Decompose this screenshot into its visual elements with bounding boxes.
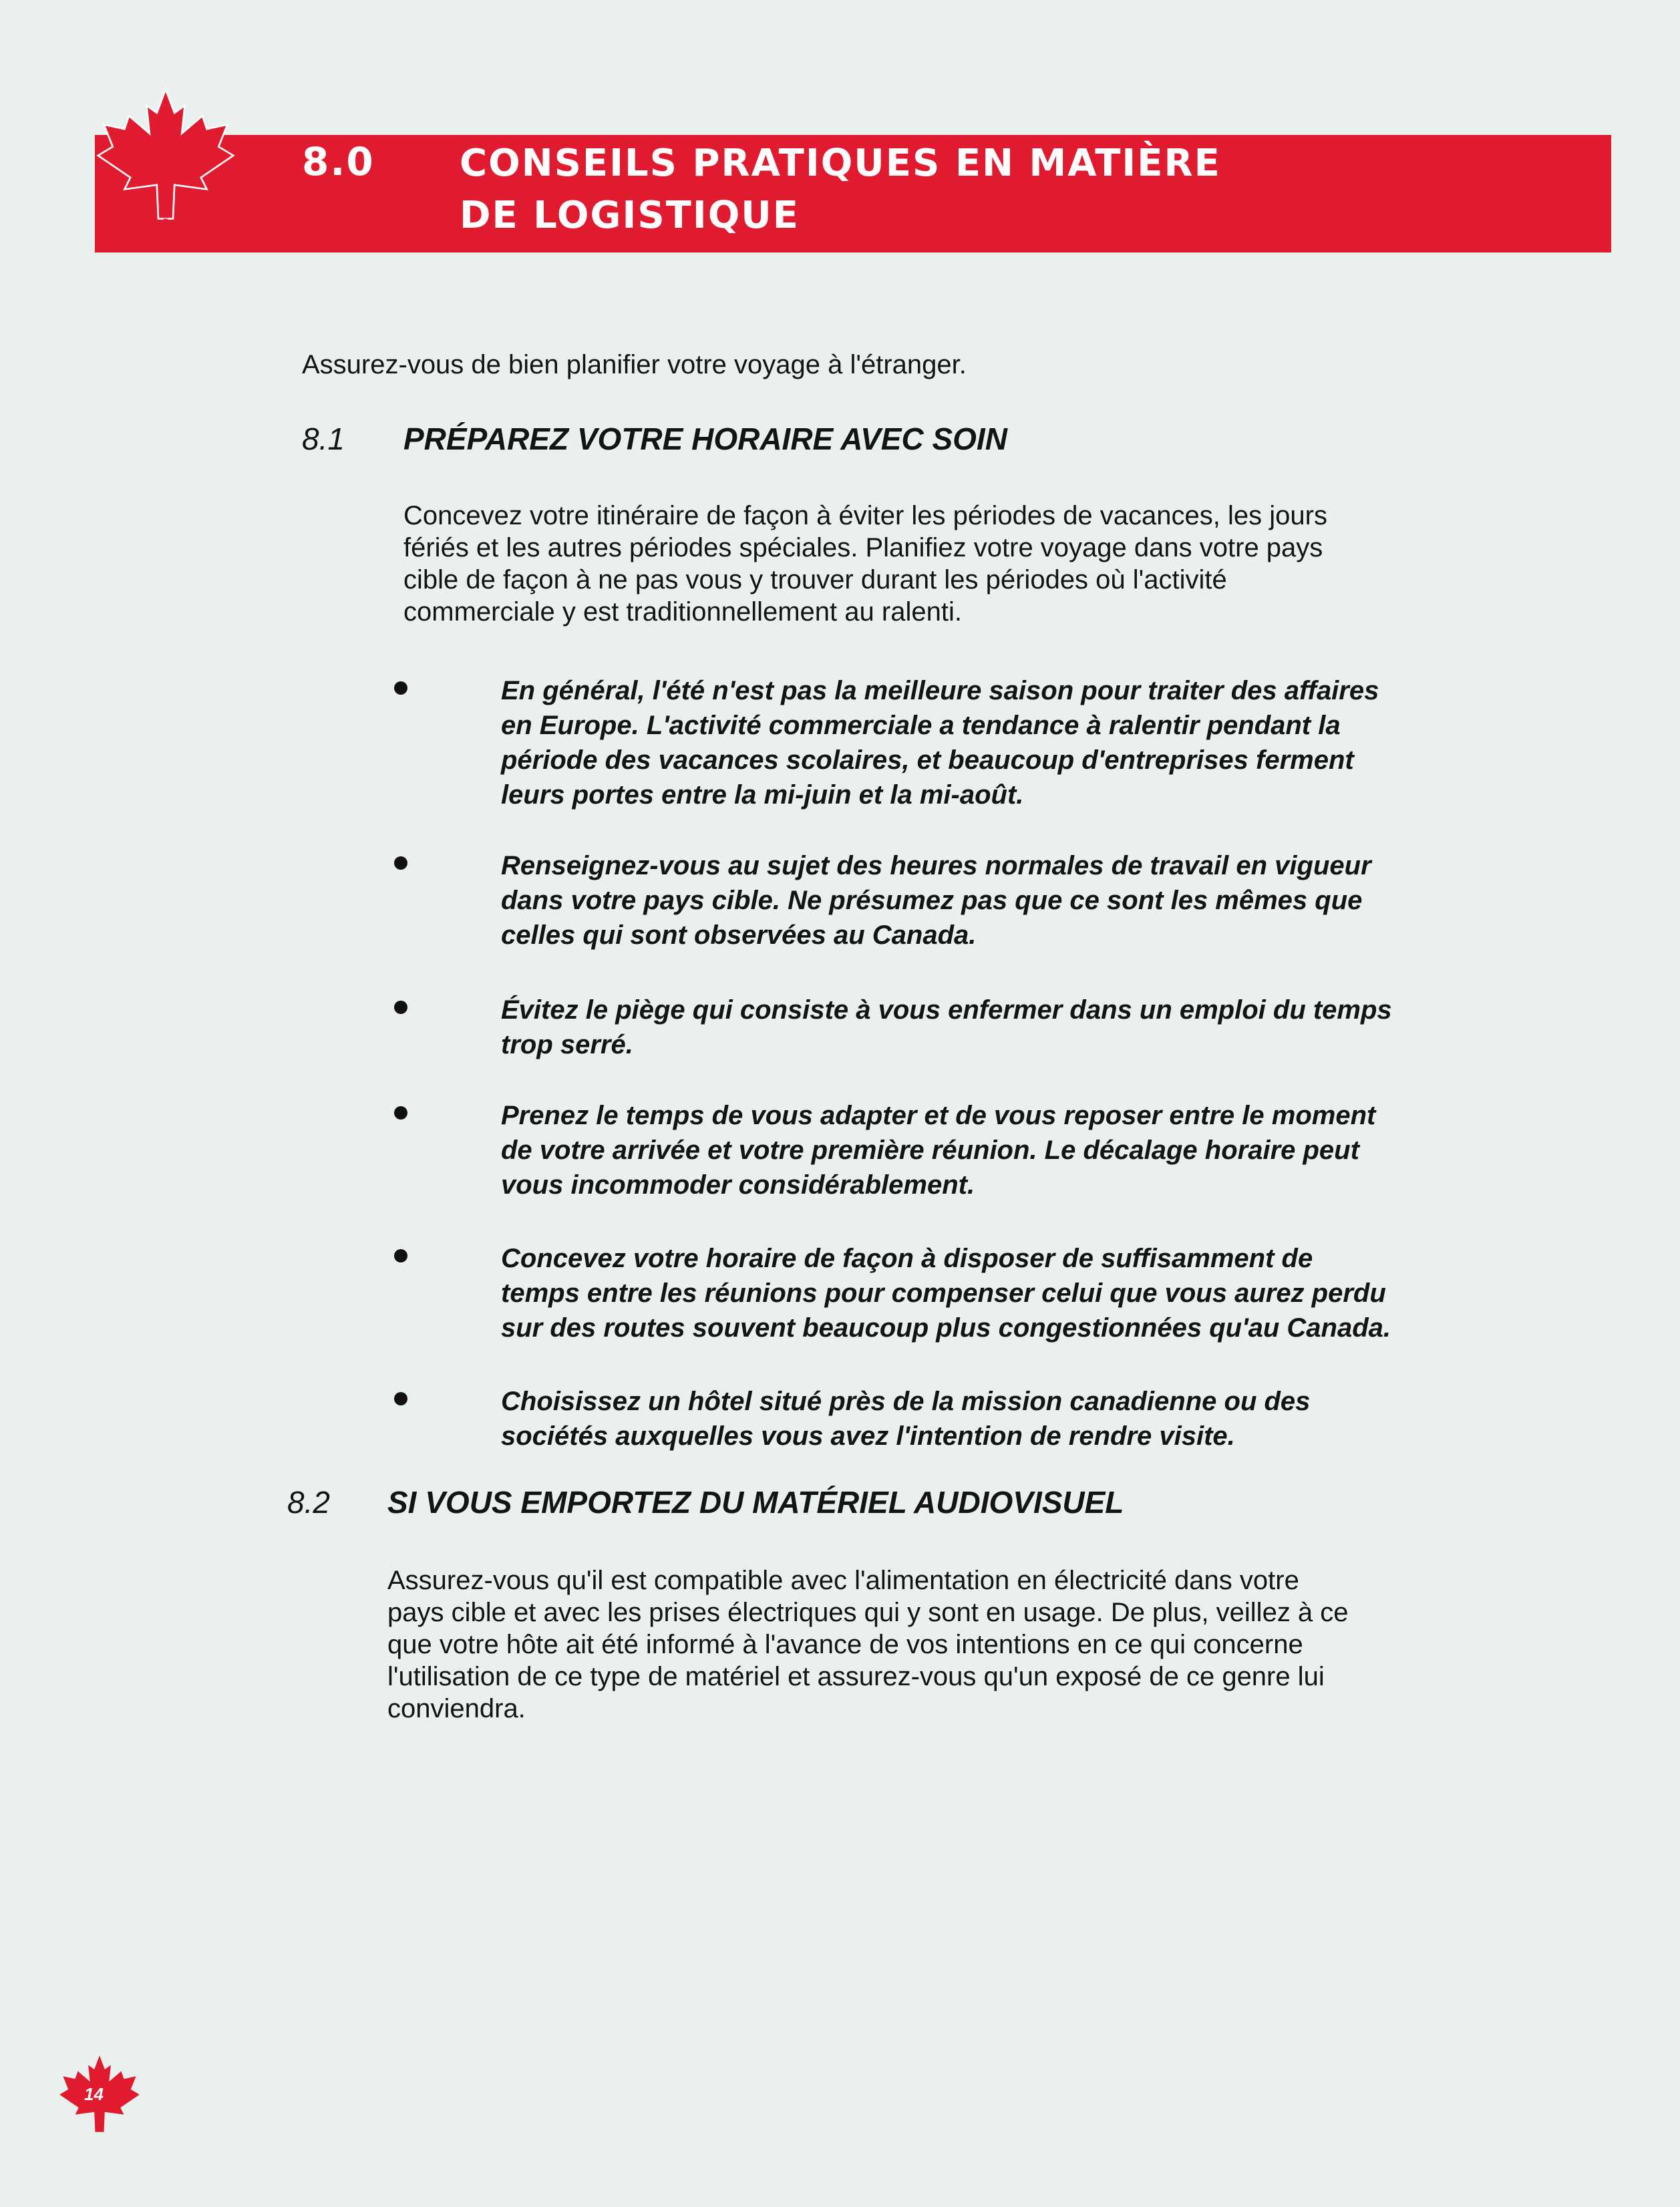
subsection-8-1-title: PRÉPAREZ VOTRE HORAIRE AVEC SOIN: [403, 421, 1007, 456]
bullet-line: période des vacances scolaires, et beaucoup d'entreprises ferment: [501, 745, 1354, 775]
bullet-line: temps entre les réunions pour compenser celui que vous aurez perdu: [501, 1279, 1386, 1308]
bullet-line: sociétés auxquelles vous avez l'intention de rendre visite.: [501, 1421, 1235, 1451]
bullet-icon: [394, 1392, 407, 1405]
bullet-text: [501, 1241, 1543, 1345]
bullet-icon: [394, 1001, 407, 1014]
paragraph-line: commerciale y est traditionnellement au ralenti.: [403, 597, 962, 627]
subsection-8-1-paragraph: [403, 500, 1539, 628]
intro-text: Assurez-vous de bien planifier votre voyage à l'étranger.: [302, 350, 967, 379]
bullet-text: [501, 1098, 1543, 1202]
paragraph-line: Assurez-vous qu'il est compatible avec l'alimentation en électricité dans votre: [387, 1566, 1299, 1595]
maple-leaf-icon: [92, 80, 239, 234]
section-title-line-2: DE LOGISTIQUE: [460, 194, 800, 237]
bullet-line: En général, l'été n'est pas la meilleure saison pour traiter des affaires: [501, 676, 1379, 705]
bullet-line: celles qui sont observées au Canada.: [501, 920, 977, 950]
page-number: 14: [84, 2084, 104, 2104]
paragraph-line: fériés et les autres périodes spéciales. Planifiez votre voyage dans votre pays: [403, 533, 1323, 562]
paragraph-line: pays cible et avec les prises électriques qui y sont en usage. De plus, veillez à ce: [387, 1598, 1349, 1627]
subsection-8-2-paragraph: [387, 1564, 1536, 1725]
bullet-line: trop serré.: [501, 1030, 633, 1059]
paragraph-line: cible de façon à ne pas vous y trouver durant les périodes où l'activité: [403, 565, 1227, 595]
paragraph-line: Concevez votre itinéraire de façon à éviter les périodes de vacances, les jours: [403, 501, 1327, 530]
bullet-line: vous incommoder considérablement.: [501, 1170, 975, 1200]
subsection-8-2-number: 8.2: [287, 1485, 330, 1520]
section-title-line-1: CONSEILS PRATIQUES EN MATIÈRE: [460, 142, 1221, 185]
bullet-text: [501, 1384, 1543, 1454]
paragraph-line: l'utilisation de ce type de matériel et assurez-vous qu'un exposé de ce genre lui: [387, 1662, 1325, 1691]
section-number: 8.0: [302, 139, 375, 184]
subsection-8-2-title: SI VOUS EMPORTEZ DU MATÉRIEL AUDIOVISUEL: [387, 1485, 1124, 1520]
paragraph-line: conviendra.: [387, 1694, 526, 1723]
bullet-icon: [394, 1106, 407, 1120]
bullet-icon: [394, 856, 407, 870]
bullet-icon: [394, 681, 407, 695]
bullet-line: dans votre pays cible. Ne présumez pas que ce sont les mêmes que: [501, 886, 1363, 915]
bullet-icon: [394, 1249, 407, 1262]
bullet-line: de votre arrivée et votre première réunion. Le décalage horaire peut: [501, 1136, 1359, 1165]
bullet-line: sur des routes souvent beaucoup plus congestionnées qu'au Canada.: [501, 1313, 1391, 1343]
bullet-line: Évitez le piège qui consiste à vous enfermer dans un emploi du temps: [501, 995, 1392, 1025]
bullet-line: Choisissez un hôtel situé près de la mission canadienne ou des: [501, 1387, 1311, 1416]
bullet-text: [501, 848, 1543, 953]
bullet-text: [501, 993, 1543, 1062]
bullet-line: Prenez le temps de vous adapter et de vous reposer entre le moment: [501, 1101, 1376, 1130]
bullet-text: [501, 673, 1543, 812]
section-title: [460, 138, 1528, 242]
bullet-line: leurs portes entre la mi-juin et la mi-août.: [501, 780, 1024, 810]
bullet-line: en Europe. L'activité commerciale a tendance à ralentir pendant la: [501, 711, 1341, 740]
bullet-line: Renseignez-vous au sujet des heures normales de travail en vigueur: [501, 851, 1371, 880]
paragraph-line: que votre hôte ait été informé à l'avance de vos intentions en ce qui concerne: [387, 1630, 1303, 1659]
subsection-8-1-number: 8.1: [302, 421, 345, 456]
bullet-line: Concevez votre horaire de façon à disposer de suffisamment de: [501, 1244, 1313, 1273]
